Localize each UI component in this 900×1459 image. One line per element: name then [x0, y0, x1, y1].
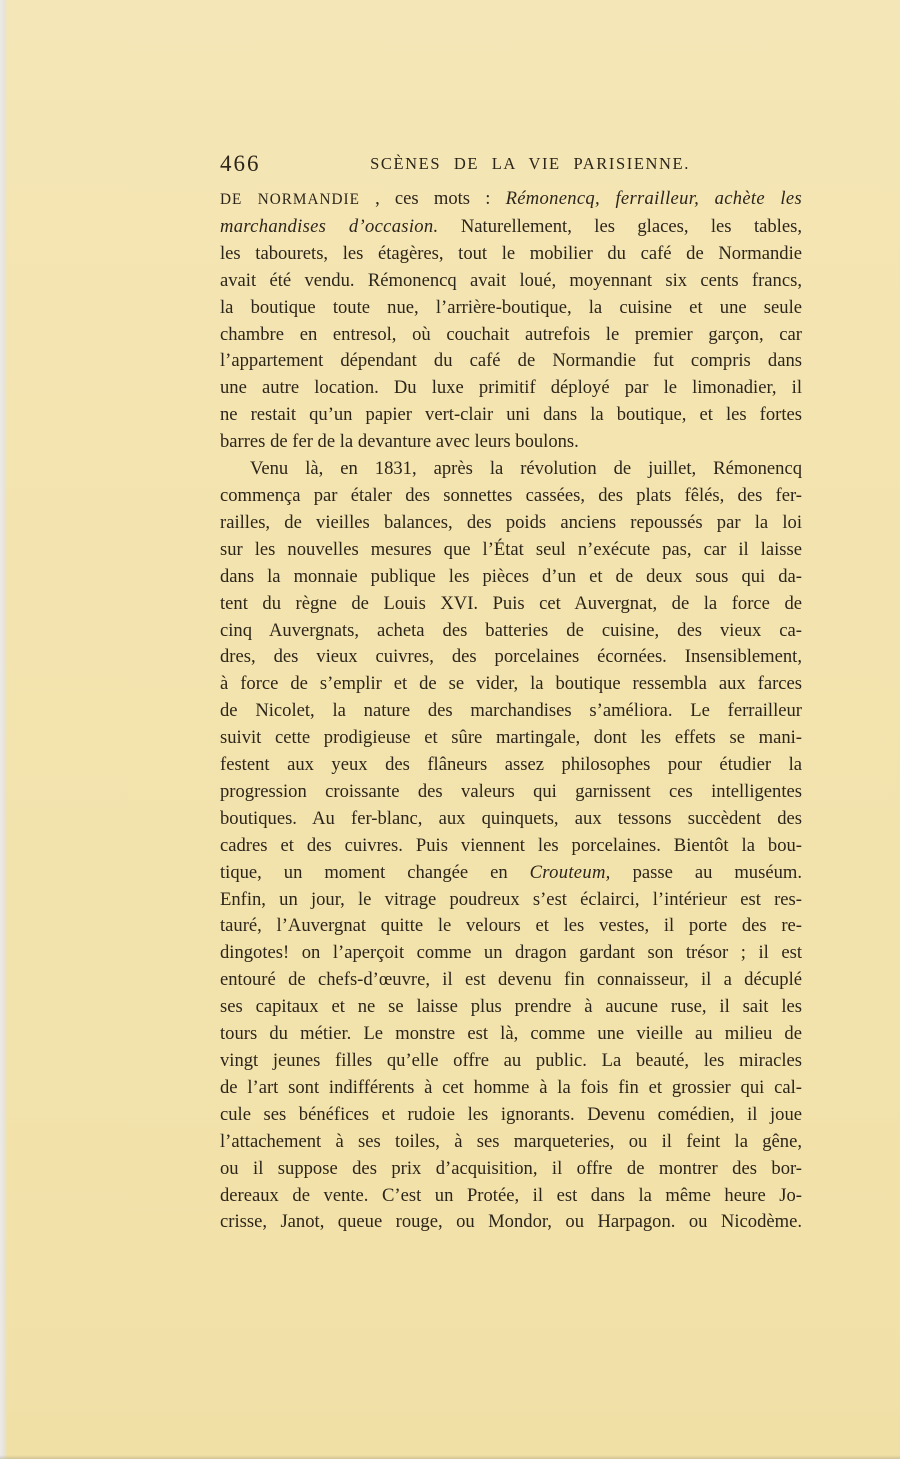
text-line: [220, 402, 802, 429]
scan-bottom-edge: [0, 1455, 900, 1459]
text-line: [220, 752, 802, 779]
text-segment: Venu là, en 1831, après la révolution de juillet, Rémonencq: [250, 458, 802, 480]
text-line: [220, 591, 802, 618]
text-line: [220, 1102, 802, 1129]
text-line: [220, 806, 802, 833]
text-line: [220, 887, 802, 914]
text-segment: Naturellement, les glaces, les tables,: [438, 215, 802, 237]
text-line: [220, 322, 802, 349]
text-segment: festent aux yeux des flâneurs assez philosophes pour étudier la: [220, 754, 802, 776]
page-text: [220, 186, 802, 1236]
text-segment: chambre en entresol, où couchait autrefois le premier garçon, car: [220, 323, 802, 345]
text-line: [220, 1183, 802, 1210]
text-line: [220, 1156, 802, 1183]
text-segment: suivit cette prodigieuse et sûre martingale, dont les effets se mani-: [220, 727, 802, 749]
text-segment: de Nicolet, la nature des marchandises s’améliora. Le ferrailleur: [220, 700, 802, 722]
text-segment: tique, un moment changée en: [220, 861, 530, 883]
page-header: [220, 150, 800, 180]
text-segment: une autre location. Du luxe primitif déployé par le limonadier, il: [220, 377, 802, 399]
text-line: [220, 537, 802, 564]
text-segment: ne restait qu’un papier vert-clair uni dans la boutique, et les fortes: [220, 404, 802, 426]
text-line: [220, 994, 802, 1021]
text-line: [220, 375, 802, 402]
text-line: [220, 940, 802, 967]
text-segment: Rémonencq, ferrailleur, achète les: [505, 188, 802, 209]
text-segment: crisse, Janot, queue rouge, ou Mondor, ou Harpagon. ou Nicodème.: [220, 1211, 802, 1233]
text-line: [220, 483, 802, 510]
text-line: [220, 1209, 802, 1236]
text-line: [220, 860, 802, 887]
text-line: [220, 456, 802, 483]
text-line: [220, 644, 802, 671]
text-segment: les tabourets, les étagères, tout le mobilier du café de Normandie: [220, 242, 802, 264]
text-line: [220, 1021, 802, 1048]
text-line: [220, 564, 802, 591]
text-segment: dans la monnaie publique les pièces d’un et de deux sous qui da-: [220, 565, 802, 587]
text-line: [220, 241, 802, 268]
text-segment: la boutique toute nue, l’arrière-boutique, la cuisine et une seule: [220, 296, 802, 318]
text-segment: vingt jeunes filles qu’elle offre au public. La beauté, les miracles: [220, 1050, 802, 1071]
text-segment: ses capitaux et ne se laisse plus prendre à aucune ruse, il sait les: [220, 996, 802, 1018]
text-line: [220, 268, 802, 295]
text-segment: passe au muséum.: [610, 861, 802, 883]
text-line: [220, 833, 802, 860]
text-segment: tours du métier. Le monstre est là, comme une vieille au milieu de: [220, 1023, 802, 1045]
text-segment: de l’art sont indifférents à cet homme à la fois fin et grossier qui cal-: [220, 1076, 802, 1098]
text-segment: tent du règne de Louis XVI. Puis cet Auvergnat, de la force de: [220, 592, 802, 614]
text-segment: Crouteum,: [529, 861, 611, 883]
running-title: SCÈNES DE LA VIE PARISIENNE.: [370, 154, 690, 173]
text-segment: avait été vendu. Rémonencq avait loué, moyennant six cents francs,: [220, 269, 802, 291]
text-segment: barres de fer de la devanture avec leurs boulons.: [220, 431, 579, 453]
text-segment: dereaux de vente. C’est un Protée, il est dans la même heure Jo-: [220, 1184, 802, 1206]
text-segment: entouré de chefs-d’œuvre, il est devenu fin connaisseur, il a décuplé: [220, 969, 802, 991]
text-segment: , ces mots :: [359, 188, 506, 209]
text-line: [220, 698, 802, 725]
text-segment: dingotes! on l’aperçoit comme un dragon gardant son trésor ; il est: [220, 942, 802, 964]
page-number: 466: [220, 151, 261, 176]
text-line: [220, 214, 802, 241]
text-segment: à force de s’emplir et de se vider, la boutique ressembla aux farces: [220, 673, 802, 695]
text-line: [220, 671, 802, 698]
text-line: [220, 1048, 802, 1075]
text-segment: sur les nouvelles mesures que l’État seul n’exécute pas, car il laisse: [220, 538, 802, 560]
text-line: [220, 186, 802, 214]
text-segment: railles, de vieilles balances, des poids anciens repoussés par la loi: [220, 511, 802, 533]
text-line: [220, 779, 802, 806]
text-line: [220, 1075, 802, 1102]
text-line: [220, 618, 802, 645]
text-segment: ou il suppose des prix d’acquisition, il offre de montrer des bor-: [220, 1157, 802, 1179]
text-segment: dres, des vieux cuivres, des porcelaines écornées. Insensiblement,: [220, 646, 802, 668]
text-segment: tauré, l’Auvergnat quitte le velours et les vestes, il porte des re-: [220, 915, 802, 937]
text-segment: cule ses bénéfices et rudoie les ignorants. Devenu comédien, il joue: [220, 1103, 802, 1125]
text-line: [220, 967, 802, 994]
text-line: [220, 295, 802, 322]
text-segment: cadres et des cuivres. Puis viennent les porcelaines. Bientôt la bou-: [220, 834, 802, 856]
text-segment: cinq Auvergnats, acheta des batteries de cuisine, des vieux ca-: [220, 619, 802, 641]
text-line: [220, 510, 802, 537]
text-line: [220, 913, 802, 940]
text-segment: progression croissante des valeurs qui garnissent ces intelligentes: [220, 780, 802, 802]
text-segment: boutiques. Au fer-blanc, aux quinquets, aux tessons succèdent des: [220, 807, 802, 829]
text-segment: l’attachement à ses toiles, à ses marqueteries, ou il feint la gêne,: [220, 1130, 802, 1152]
text-segment: marchandises d’occasion.: [220, 215, 439, 237]
scan-left-edge: [0, 0, 7, 1459]
text-segment: commença par étaler des sonnettes cassées, des plats fêlés, des fer-: [220, 484, 802, 506]
text-segment: Enfin, un jour, le vitrage poudreux s’est éclairci, l’intérieur est res-: [220, 888, 802, 910]
text-line: [220, 725, 802, 752]
text-line: [220, 429, 802, 456]
text-segment: l’appartement dépendant du café de Normandie fut compris dans: [220, 350, 802, 372]
text-line: [220, 348, 802, 375]
text-segment: DE NORMANDIE: [220, 191, 360, 208]
text-line: [220, 1129, 802, 1156]
